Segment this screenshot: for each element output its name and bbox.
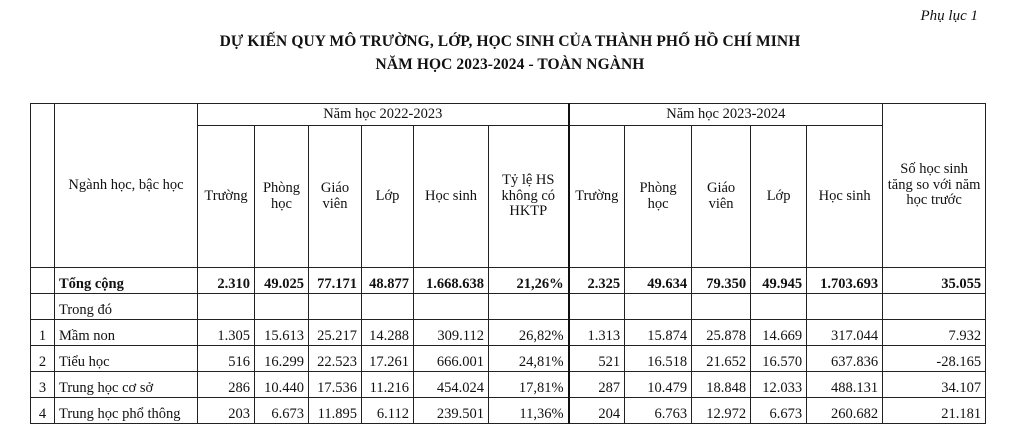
header-2022-students: Học sinh <box>414 126 489 268</box>
table-cell: 11.216 <box>362 372 414 398</box>
table-cell: 11,36% <box>489 398 569 424</box>
header-increase: Số học sinh tăng so với năm học trước <box>883 104 986 268</box>
table-cell: 286 <box>198 372 255 398</box>
table-cell: 25.217 <box>309 320 362 346</box>
table-cell: 260.682 <box>807 398 883 424</box>
header-year-2022: Năm học 2022-2023 <box>198 104 569 126</box>
header-2022-teachers: Giáo viên <box>309 126 362 268</box>
row-label: Mầm non <box>55 320 198 346</box>
table-cell: 516 <box>198 346 255 372</box>
among-row <box>31 294 986 320</box>
table-cell: 16.299 <box>255 346 309 372</box>
table-cell: 2.325 <box>569 268 625 294</box>
row-label: Trung học cơ sở <box>55 372 198 398</box>
appendix-label: Phụ lục 1 <box>920 8 978 24</box>
table-cell: 21.181 <box>883 398 986 424</box>
table-cell: 1.668.638 <box>414 268 489 294</box>
table-cell: 637.836 <box>807 346 883 372</box>
header-2022-classrooms: Phòng học <box>255 126 309 268</box>
table-cell: 239.501 <box>414 398 489 424</box>
table-cell: 12.033 <box>751 372 807 398</box>
statistics-table <box>30 103 986 424</box>
table-cell: 17.261 <box>362 346 414 372</box>
header-2022-schools: Trường <box>198 126 255 268</box>
table-cell: 34.107 <box>883 372 986 398</box>
table-cell: 15.613 <box>255 320 309 346</box>
table-cell: 14.288 <box>362 320 414 346</box>
row-number: 2 <box>31 346 55 372</box>
header-2023-students: Học sinh <box>807 126 883 268</box>
table-cell: 10.440 <box>255 372 309 398</box>
among-label: Trong đó <box>55 294 198 320</box>
header-2022-classes: Lớp <box>362 126 414 268</box>
table-cell: 2.310 <box>198 268 255 294</box>
table-cell: 49.634 <box>625 268 692 294</box>
header-no-cell <box>31 104 55 268</box>
table-cell: 21,26% <box>489 268 569 294</box>
table-row <box>31 372 986 398</box>
document-subtitle: NĂM HỌC 2023-2024 - TOÀN NGÀNH <box>375 56 645 73</box>
header-level: Ngành học, bậc học <box>55 104 198 268</box>
table-cell: 14.669 <box>751 320 807 346</box>
table-cell: 21.652 <box>692 346 751 372</box>
table-cell: 287 <box>569 372 625 398</box>
table-cell: 7.932 <box>883 320 986 346</box>
table-cell: 6.112 <box>362 398 414 424</box>
header-group-row <box>31 104 986 126</box>
document-title: DỰ KIẾN QUY MÔ TRƯỜNG, LỚP, HỌC SINH CỦA THÀNH PHỐ HỒ CHÍ MINH <box>219 33 801 50</box>
total-no-cell <box>31 268 55 294</box>
table-cell: 17,81% <box>489 372 569 398</box>
table-cell: 49.945 <box>751 268 807 294</box>
table-cell: 79.350 <box>692 268 751 294</box>
table-cell: 15.874 <box>625 320 692 346</box>
table-cell: 18.848 <box>692 372 751 398</box>
row-number: 3 <box>31 372 55 398</box>
table-cell: 17.536 <box>309 372 362 398</box>
among-no-cell <box>31 294 55 320</box>
header-2023-classrooms: Phòng học <box>625 126 692 268</box>
table-cell: 25.878 <box>692 320 751 346</box>
row-number: 4 <box>31 398 55 424</box>
header-2023-schools: Trường <box>569 126 625 268</box>
table-cell: 6.673 <box>255 398 309 424</box>
table-cell: 12.972 <box>692 398 751 424</box>
table-cell: 666.001 <box>414 346 489 372</box>
table-cell: 49.025 <box>255 268 309 294</box>
header-2023-teachers: Giáo viên <box>692 126 751 268</box>
table-cell: -28.165 <box>883 346 986 372</box>
table-cell: 6.763 <box>625 398 692 424</box>
table-cell: 22.523 <box>309 346 362 372</box>
table-cell: 454.024 <box>414 372 489 398</box>
table-cell: 1.305 <box>198 320 255 346</box>
row-label: Trung học phổ thông <box>55 398 198 424</box>
table-cell: 309.112 <box>414 320 489 346</box>
table-cell: 48.877 <box>362 268 414 294</box>
table-cell: 6.673 <box>751 398 807 424</box>
row-label: Tiểu học <box>55 346 198 372</box>
table-cell: 1.313 <box>569 320 625 346</box>
table-cell: 16.570 <box>751 346 807 372</box>
table-cell: 1.703.693 <box>807 268 883 294</box>
total-row <box>31 268 986 294</box>
table-cell: 521 <box>569 346 625 372</box>
table-cell: 203 <box>198 398 255 424</box>
table-cell: 26,82% <box>489 320 569 346</box>
table-cell: 10.479 <box>625 372 692 398</box>
header-2022-ratio: Tỷ lệ HS không có HKTP <box>489 126 569 268</box>
table-row <box>31 346 986 372</box>
table-cell: 77.171 <box>309 268 362 294</box>
table-cell: 317.044 <box>807 320 883 346</box>
header-2023-classes: Lớp <box>751 126 807 268</box>
header-year-2023: Năm học 2023-2024 <box>569 104 883 126</box>
table-cell: 11.895 <box>309 398 362 424</box>
row-number: 1 <box>31 320 55 346</box>
table-row <box>31 398 986 424</box>
table-row <box>31 320 986 346</box>
table-cell: 35.055 <box>883 268 986 294</box>
table-cell: 204 <box>569 398 625 424</box>
table-cell: 488.131 <box>807 372 883 398</box>
table-cell: 16.518 <box>625 346 692 372</box>
total-label: Tổng cộng <box>55 268 198 294</box>
table-cell: 24,81% <box>489 346 569 372</box>
